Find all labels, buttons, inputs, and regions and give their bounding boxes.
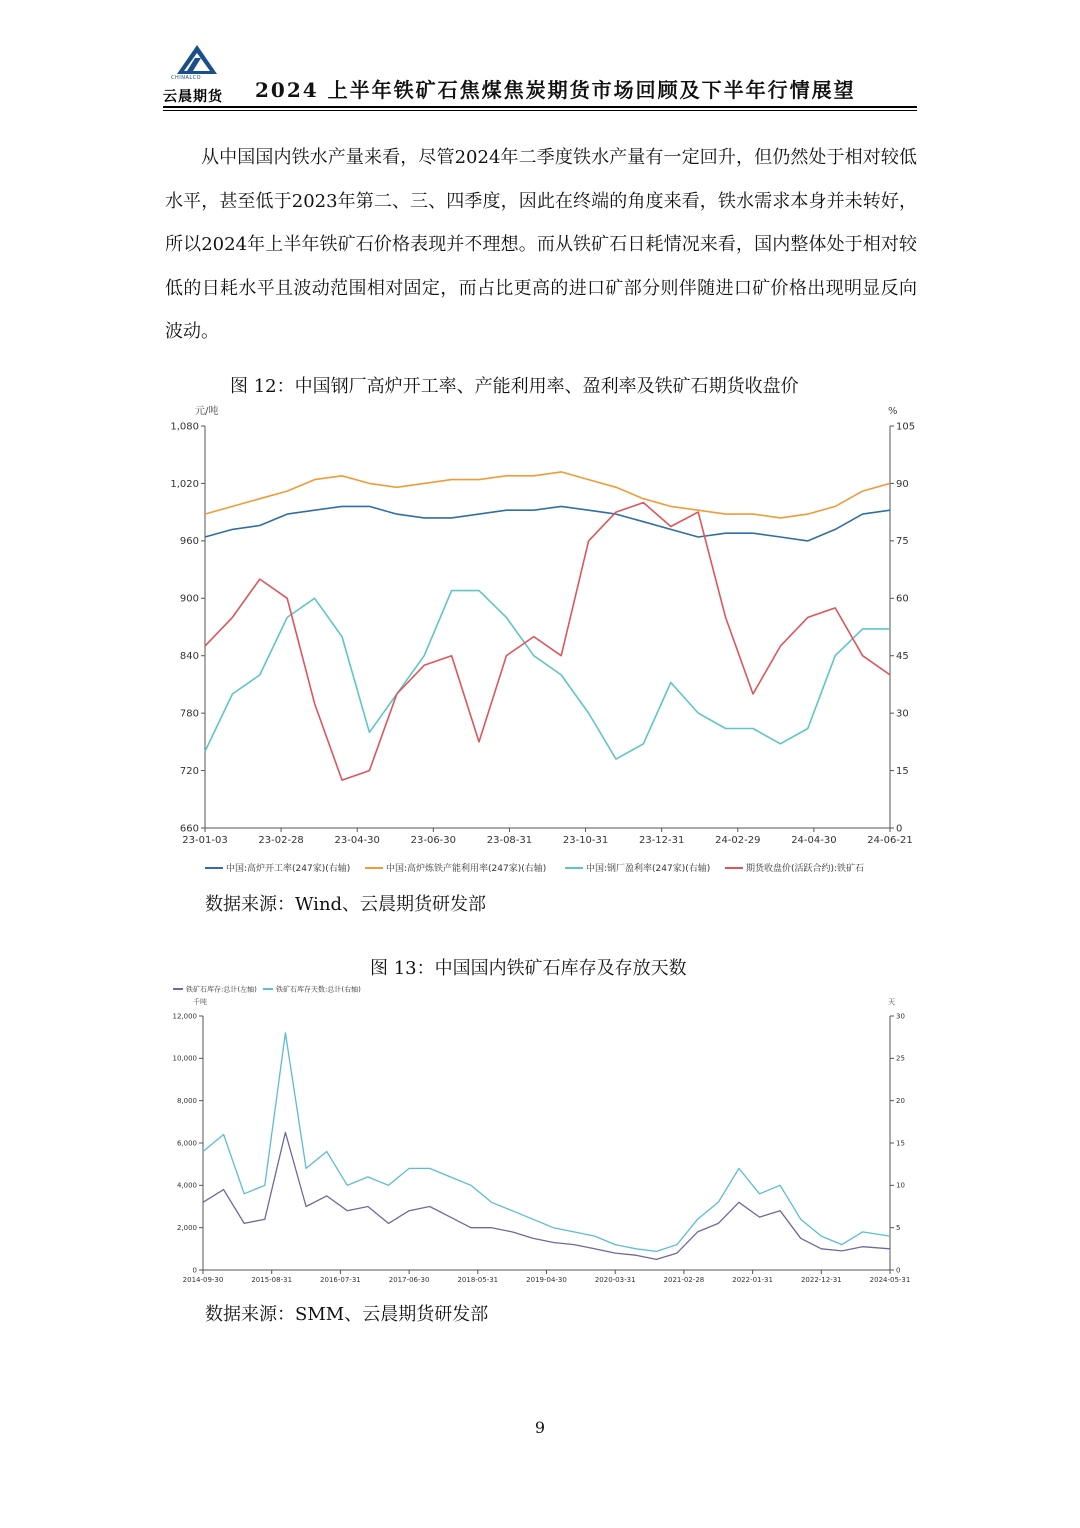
left-tick-label: 2,000 — [176, 1224, 197, 1232]
left-tick-label: 4,000 — [176, 1181, 197, 1190]
company-logo — [163, 44, 233, 106]
x-tick-label: 2016-07-31 — [320, 1276, 361, 1284]
x-tick-label: 23-10-31 — [562, 835, 609, 846]
left-tick-label: 780 — [179, 708, 199, 720]
right-tick-label: 10 — [896, 1181, 905, 1190]
x-tick-label: 23-06-30 — [410, 835, 457, 846]
x-tick-label: 2022-01-31 — [732, 1276, 773, 1284]
left-unit-label: 元/吨 — [195, 406, 219, 417]
logo-mark-icon — [173, 44, 221, 76]
right-tick-label: 75 — [896, 536, 909, 548]
paragraph-text: 从中国国内铁水产量来看，尽管2024年二季度铁水产量有一定回升，但仍然处于相对较低水平，甚至低于2023年第二、三、四季度，因此在终端的角度来看，铁水需求本身并未转好，所以2024年上半年铁矿石价格表现并不理想。而从铁矿石日耗情况来看，国内整体处于相对较低的日耗水平且波动范围相对固定，而占比更高的进口矿部分则伴随进口矿价格出现明显反向波动。 — [165, 147, 917, 342]
x-tick-label: 23-08-31 — [486, 835, 533, 846]
series-line-4 — [205, 503, 890, 780]
right-tick-label: 90 — [896, 478, 909, 490]
figure-13-source: 数据来源：SMM、云晨期货研发部 — [205, 1304, 489, 1325]
left-tick-label: 900 — [179, 593, 199, 605]
legend-label-1: 铁矿石库存:总计(左轴) — [186, 985, 257, 994]
right-tick-label: 45 — [896, 651, 909, 663]
x-tick-label: 2019-04-30 — [526, 1276, 567, 1284]
right-tick-label: 15 — [896, 1139, 905, 1148]
x-tick-label: 2017-06-30 — [388, 1276, 430, 1284]
page-number: 9 — [534, 1418, 546, 1437]
left-tick-label: 1,080 — [170, 421, 199, 433]
legend-label-2: 中国:高炉炼铁产能利用率(247家)(右轴) — [386, 864, 547, 874]
header-divider — [163, 106, 917, 108]
series-line-1 — [205, 506, 890, 541]
right-unit-label: % — [888, 406, 898, 417]
legend-label-4: 期货收盘价(活跃合约):铁矿石 — [746, 864, 865, 874]
left-tick-label: 8,000 — [176, 1097, 197, 1105]
right-tick-label: 30 — [896, 708, 909, 720]
x-tick-label: 2021-02-28 — [663, 1276, 705, 1284]
x-tick-label: 24-04-30 — [791, 835, 837, 846]
left-tick-label: 840 — [179, 651, 199, 663]
x-tick-label: 2018-05-31 — [457, 1276, 499, 1284]
figure-12-chart — [160, 398, 920, 888]
right-tick-label: 20 — [896, 1097, 905, 1105]
right-tick-label: 25 — [896, 1054, 905, 1063]
left-tick-label: 12,000 — [172, 1012, 197, 1021]
page-header — [163, 44, 917, 110]
right-unit-label: 天 — [888, 998, 895, 1006]
left-unit-label: 千吨 — [193, 998, 207, 1006]
figure-13-caption: 图 13：中国国内铁矿石库存及存放天数 — [370, 958, 687, 979]
report-title: 2024 上半年铁矿石焦煤焦炭期货市场回顾及下半年行情展望 — [255, 78, 856, 102]
x-tick-label: 2020-03-31 — [594, 1276, 636, 1284]
right-tick-label: 15 — [896, 765, 909, 777]
legend-label-3: 中国:钢厂盈利率(247家)(右轴) — [586, 864, 711, 874]
right-tick-label: 5 — [896, 1224, 901, 1232]
left-tick-label: 960 — [179, 536, 199, 548]
right-tick-label: 105 — [896, 421, 916, 433]
figure-13-chart — [165, 982, 911, 1292]
x-tick-label: 2015-08-31 — [251, 1276, 293, 1284]
left-tick-label: 6,000 — [176, 1139, 197, 1148]
legend-label-1: 中国:高炉开工率(247家)(右轴) — [226, 864, 351, 874]
x-tick-label: 23-01-03 — [182, 835, 228, 846]
x-tick-label: 24-06-21 — [867, 835, 913, 846]
right-tick-label: 30 — [896, 1012, 905, 1021]
logo-chinese-text: 云晨期货 — [163, 89, 223, 105]
right-tick-label: 0 — [896, 1266, 901, 1275]
figure-12-source: 数据来源：Wind、云晨期货研发部 — [205, 894, 487, 915]
left-tick-label: 0 — [192, 1266, 197, 1275]
logo-english-text: CHINALCO — [171, 75, 202, 81]
left-tick-label: 660 — [179, 823, 199, 835]
x-tick-label: 2022-12-31 — [800, 1276, 842, 1284]
legend-label-2: 铁矿石库存天数:总计(右轴) — [276, 985, 361, 994]
left-tick-label: 720 — [179, 765, 199, 777]
x-tick-label: 23-02-28 — [258, 835, 304, 846]
x-tick-label: 24-02-29 — [715, 835, 761, 846]
x-tick-label: 23-12-31 — [638, 835, 685, 846]
header-divider-thin — [163, 110, 917, 111]
x-tick-label: 23-04-30 — [334, 835, 380, 846]
series-line-2 — [203, 1033, 890, 1252]
left-tick-label: 1,020 — [170, 478, 199, 490]
x-tick-label: 2024-05-31 — [869, 1276, 911, 1284]
right-tick-label: 0 — [896, 823, 903, 835]
x-tick-label: 2014-09-30 — [182, 1276, 224, 1284]
left-tick-label: 10,000 — [172, 1054, 197, 1063]
figure-12-caption: 图 12：中国钢厂高炉开工率、产能利用率、盈利率及铁矿石期货收盘价 — [230, 376, 799, 397]
right-tick-label: 60 — [896, 593, 909, 605]
body-paragraph — [165, 136, 917, 354]
